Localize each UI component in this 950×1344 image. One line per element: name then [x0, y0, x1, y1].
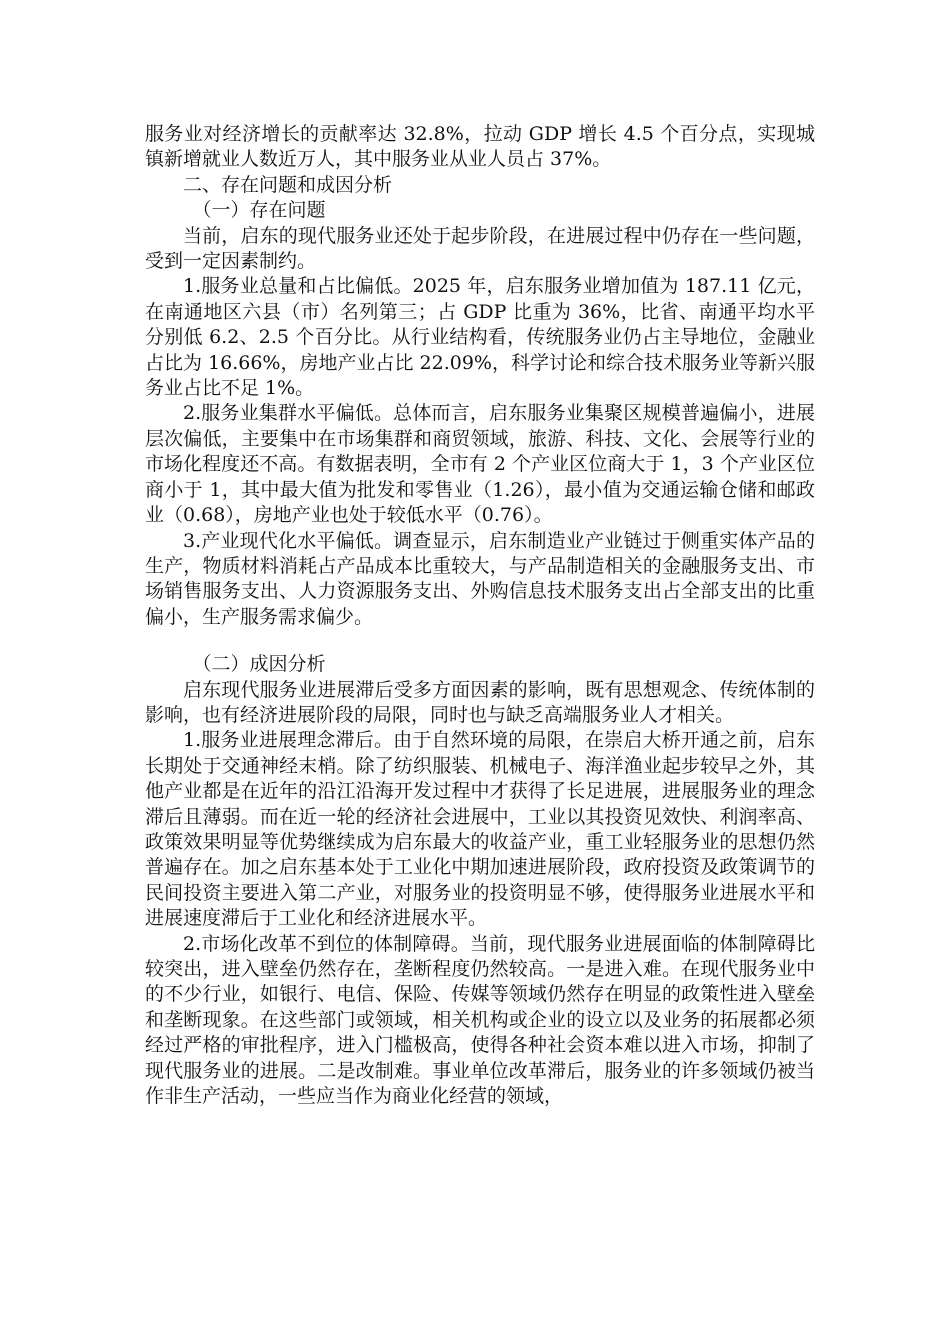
section-heading-problems-causes: 二、存在问题和成因分析: [183, 173, 393, 196]
paragraph-current-situation: 当前，启东的现代服务业还处于起步阶段，在进展过程中仍存在一些问题，受到一定因素制约。: [145, 224, 815, 273]
blank-line: [145, 630, 815, 652]
paragraph-problem-2: 2.服务业集群水平偏低。总体而言，启东服务业集聚区规模普遍偏小，进展层次偏低，主要集中在市场集群和商贸领域，旅游、科技、文化、会展等行业的市场化程度还不高。有数据表明，全市有 2 个产业区位商大于 1，3 个产业区位商小于 1，其中最大值为批发和零售业（1.26），最小值为交通运输仓储和邮政业（0.68），房地产业也处于较低水平（0.76）。: [145, 402, 815, 527]
paragraph-problem-3: 3.产业现代化水平偏低。调查显示，启东制造业产业链过于侧重实体产品的生产，物质材料消耗占产品成本比重较大，与产品制造相关的金融服务支出、市场销售服务支出、人力资源服务支出、外购信息技术服务支出占全部支出的比重偏小，生产服务需求偏少。: [145, 529, 815, 628]
paragraph-causes-overview: 启东现代服务业进展滞后受多方面因素的影响，既有思想观念、传统体制的影响，也有经济进展阶段的局限，同时也与缺乏高端服务业人才相关。: [145, 678, 815, 726]
paragraph-problem-1: 1.服务业总量和占比偏低。2025 年，启东服务业增加值为 187.11 亿元，在南通地区六县（市）名列第三；占 GDP 比重为 36%，比省、南通平均水平分别低 6.2、2.5 个百分比。从行业结构看，传统服务业仍占主导地位，金融业占比为 16.66%，房地产业占比 22.09%，科学讨论和综合技术服务业等新兴服务业占比不足 1%。: [145, 275, 815, 400]
paragraph-cause-1: 1.服务业进展理念滞后。由于自然环境的局限，在崇启大桥开通之前，启东长期处于交通神经末梢。除了纺织服装、机械电子、海洋渔业起步较早之外，其他产业都是在近年的沿江沿海开发过程中才获得了长足进展，进展服务业的理念滞后且薄弱。而在近一轮的经济社会进展中，工业以其投资见效快、利润率高、政策效果明显等优势继续成为启东最大的收益产业，重工业轻服务业的思想仍然普遍存在。加之启东基本处于工业化中期加速进展阶段，政府投资及政策调节的民间投资主要进入第二产业，对服务业的投资明显不够，使得服务业进展水平和进展速度滞后于工业化和经济进展水平。: [145, 729, 815, 930]
paragraph-cause-2: 2.市场化改革不到位的体制障碍。当前，现代服务业进展面临的体制障碍比较突出，进入壁垒仍然存在，垄断程度仍然较高。一是进入难。在现代服务业中的不少行业，如银行、电信、保险、传媒等领域仍然存在明显的政策性进入壁垒和垄断现象。在这些部门或领域，相关机构或企业的设立以及业务的拓展都必须经过严格的审批程序，进入门槛极高，使得各种社会资本难以进入市场，抑制了现代服务业的进展。二是改制难。事业单位改革滞后，服务业的许多领域仍被当作非生产活动，一些应当作为商业化经营的领域，: [145, 932, 815, 1108]
document-page: [145, 122, 815, 1109]
paragraph-intro: 服务业对经济增长的贡献率达 32.8%，拉动 GDP 增长 4.5 个百分点，实现城镇新增就业人数近万人，其中服务业从业人员占 37%。: [145, 123, 815, 171]
subsection-heading-causes: （二）成因分析: [192, 653, 326, 676]
subsection-heading-problems: （一）存在问题: [192, 199, 326, 222]
